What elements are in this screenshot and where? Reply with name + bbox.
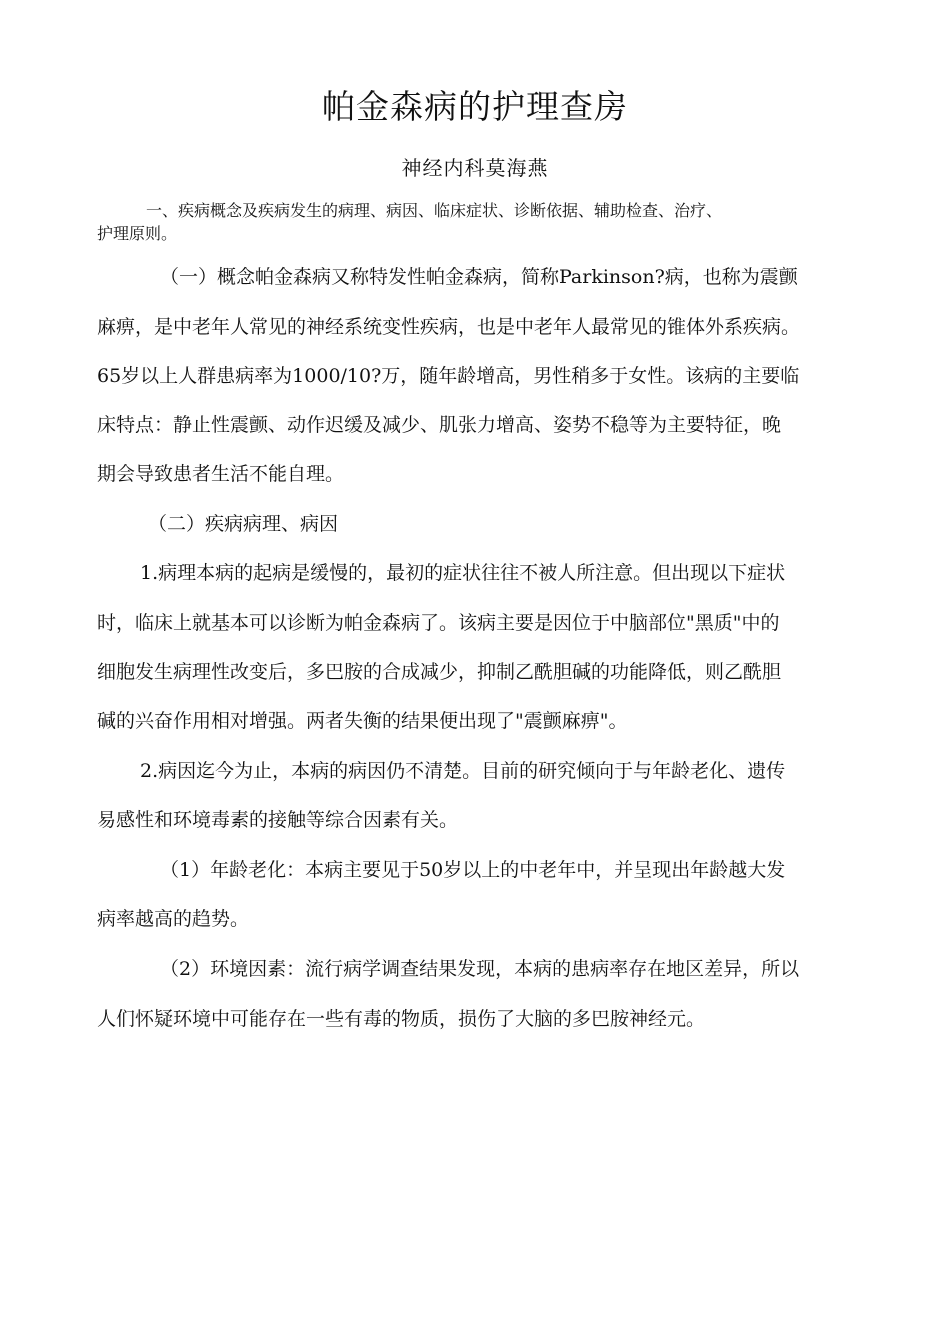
concept-line-2: 麻痹，是中老年人常见的神经系统变性疾病，也是中老年人最常见的锥体外系疾病。 bbox=[97, 316, 801, 338]
pathology-line-4: 碱的兴奋作用相对增强。两者失衡的结果便出现了"震颤麻痹"。 bbox=[97, 710, 628, 732]
concept-line-3: 65岁以上人群患病率为1000/10?万，随年龄增高，男性稍多于女性。该病的主要临 bbox=[97, 365, 800, 387]
concept-line-5: 期会导致患者生活不能自理。 bbox=[97, 463, 345, 485]
age-factor-line-1: （1）年龄老化：本病主要见于50岁以上的中老年中，并呈现出年龄越大发 bbox=[160, 859, 786, 881]
pathology-line-2: 时，临床上就基本可以诊断为帕金森病了。该病主要是因位于中脑部位"黑质"中的 bbox=[97, 612, 780, 634]
environment-factor-line-1: （2）环境因素：流行病学调查结果发现，本病的患病率存在地区差异，所以 bbox=[160, 958, 800, 980]
section-heading-line-1: 一、疾病概念及疾病发生的病理、病因、临床症状、诊断依据、辅助检查、治疗、 bbox=[146, 201, 723, 220]
pathology-line-1: 1.病理本病的起病是缓慢的，最初的症状往往不被人所注意。但出现以下症状 bbox=[140, 562, 786, 584]
section-heading-line-2: 护理原则。 bbox=[97, 224, 178, 243]
environment-factor-line-2: 人们怀疑环境中可能存在一些有毒的物质，损伤了大脑的多巴胺神经元。 bbox=[97, 1008, 706, 1030]
cause-line-1: 2.病因迄今为止，本病的病因仍不清楚。目前的研究倾向于与年龄老化、遗传 bbox=[140, 760, 786, 782]
concept-line-1: （一）概念帕金森病又称特发性帕金森病，简称Parkinson?病，也称为震颤 bbox=[160, 266, 798, 288]
author-line: 神经内科莫海燕 bbox=[401, 156, 549, 180]
concept-line-4: 床特点：静止性震颤、动作迟缓及减少、肌张力增高、姿势不稳等为主要特征，晚 bbox=[97, 414, 782, 436]
cause-line-2: 易感性和环境毒素的接触等综合因素有关。 bbox=[97, 809, 459, 831]
pathology-line-3: 细胞发生病理性改变后，多巴胺的合成减少，抑制乙酰胆碱的功能降低，则乙酰胆 bbox=[97, 661, 782, 683]
pathology-heading: （二）疾病病理、病因 bbox=[148, 513, 339, 535]
age-factor-line-2: 病率越高的趋势。 bbox=[97, 908, 250, 930]
document-title: 帕金森病的护理查房 bbox=[322, 87, 628, 126]
